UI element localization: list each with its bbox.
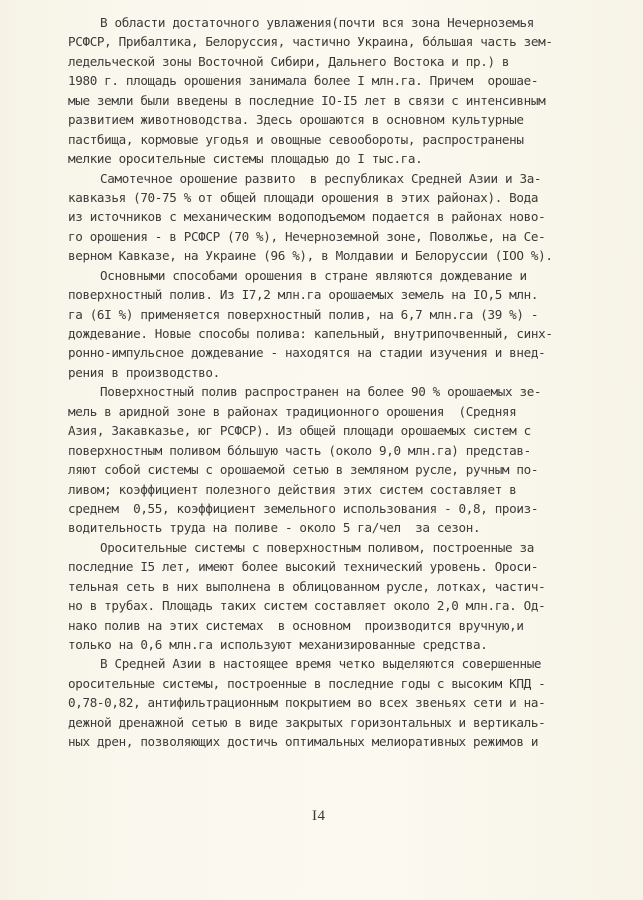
text-line: рения в производство.	[68, 364, 220, 380]
paragraph-6	[68, 654, 613, 751]
document-body	[68, 13, 613, 752]
text-line: поверхностным поливом бо́льшую часть (около 9,0 млн.га) представ-	[68, 442, 531, 458]
text-line: 0,78-0,82, антифильтрационным покрытием во всех звеньях сети и на-	[68, 695, 546, 711]
text-line: развитием животноводства. Здесь орошаются в основном культурные	[68, 112, 524, 128]
text-line: Основными способами орошения в стране являются дождевание и	[100, 267, 527, 283]
text-line: ных дрен, позволяющих достичь оптимальных мелиоративных режимов и	[68, 734, 539, 750]
text-line: мель в аридной зоне в районах традиционного орошения (Средняя	[68, 403, 517, 419]
text-line: водительность труда на поливе - около 5 га/чел за сезон.	[68, 520, 481, 536]
paragraph-4	[68, 382, 613, 538]
text-line: ледельческой зоны Восточной Сибири, Дальнего Востока и пр.) в	[68, 53, 510, 69]
text-line: тельная сеть в них выполнена в облицованном русле, лотках, частич-	[68, 578, 546, 594]
text-line: последние I5 лет, имеют более высокий технический уровень. Ороси-	[68, 559, 539, 575]
text-line: га (6I %) применяется поверхностный полив, на 6,7 млн.га (39 %) -	[68, 306, 539, 322]
text-line: мые земли были введены в последние IO-I5 лет в связи с интенсивным	[68, 92, 546, 108]
text-line: оросительные системы, построенные в последние годы с высоким КПД -	[68, 675, 546, 691]
paragraph-2	[68, 169, 613, 266]
text-line: Оросительные системы с поверхностным поливом, построенные за	[100, 539, 534, 555]
text-line: только на 0,6 млн.га используют механизированные средства.	[68, 637, 488, 652]
text-line: верном Кавказе, на Украине (96 %), в Молдавии и Белоруссии (IOO %).	[68, 248, 553, 264]
text-line: 1980 г. площадь орошения занимала более I млн.га. Причем орошае-	[68, 73, 539, 89]
text-line: В области достаточного увлажения(почти вся зона Нечерноземья	[100, 15, 534, 30]
text-line: дежной дренажной сетью в виде закрытых горизонтальных и вертикаль-	[68, 714, 546, 730]
text-line: Поверхностный полив распространен на более 90 % орошаемых зе-	[100, 384, 542, 400]
text-line: го орошения - в РСФСР (70 %), Нечерноземной зоне, Поволжье, на Се-	[68, 228, 546, 244]
text-line: Самотечное орошение развито в республиках Средней Азии и За-	[100, 170, 542, 186]
text-line: ливом; коэффициент полезного действия этих систем составляет в	[68, 481, 517, 497]
text-line: из источников с механическим водоподъемом подается в районах ново-	[68, 209, 546, 225]
text-line: Азия, Закавказье, юг РСФСР). Из общей площади орошаемых систем с	[68, 423, 531, 439]
text-line: пастбища, кормовые угодья и овощные севообороты, распространены	[68, 131, 524, 147]
text-line: ронно-импульсное дождевание - находятся на стадии изучения и внед-	[68, 345, 546, 361]
paragraph-1	[68, 13, 613, 169]
text-line: поверхностный полив. Из I7,2 млн.га орошаемых земель на IO,5 млн.	[68, 287, 539, 303]
paragraph-3	[68, 266, 613, 383]
text-line: дождевание. Новые способы полива: капельный, внутрипочвенный, синх-	[68, 326, 553, 341]
text-line: но в трубах. Площадь таких систем составляет около 2,0 млн.га. Од-	[68, 598, 546, 614]
text-line: нако полив на этих системах в основном производится вручную,и	[68, 617, 524, 633]
text-line: В Средней Азии в настоящее время четко выделяются совершенные	[100, 656, 542, 672]
paragraph-5	[68, 538, 613, 655]
text-line: РСФСР, Прибалтика, Белоруссия, частично Украина, бо́льшая часть зем-	[68, 34, 553, 50]
text-line: среднем 0,55, коэффициент земельного использования - 0,8, произ-	[68, 500, 539, 516]
text-line: ляют собой системы с орошаемой сетью в земляном русле, ручным по-	[68, 462, 539, 478]
page-number: I4	[312, 808, 326, 824]
text-line: мелкие оросительные системы площадью до I тыс.га.	[68, 151, 423, 167]
text-line: кавказья (70-75 % от общей площади орошения в этих районах). Вода	[68, 189, 539, 205]
